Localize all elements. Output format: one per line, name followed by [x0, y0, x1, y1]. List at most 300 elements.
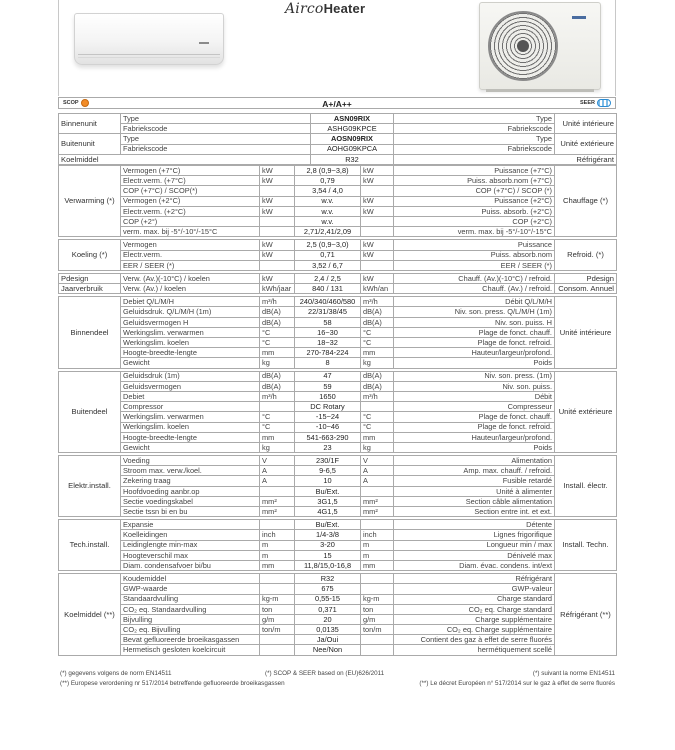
spec-unit: kW	[260, 240, 295, 250]
spec-row	[59, 402, 617, 412]
spec-label-fr: Débit Q/L/M/H	[394, 297, 555, 307]
spec-row	[59, 176, 617, 186]
brand-logo	[285, 1, 365, 17]
spec-label-nl: Verw. (Av.) / koelen	[121, 284, 260, 294]
spec-unit: °C	[260, 412, 295, 422]
group-label-nl: Koeling (*)	[59, 240, 121, 271]
scop-label: SCOP	[63, 100, 79, 106]
spec-label-nl: Debiet	[121, 391, 260, 401]
unit-row	[59, 124, 617, 134]
spec-unit-fr: dB(A)	[361, 371, 394, 381]
spec-unit-fr: g/m	[361, 614, 394, 624]
spec-value: 16~30	[295, 327, 361, 337]
row-value: AOHG09KPCA	[311, 144, 394, 154]
spec-unit-fr	[361, 635, 394, 645]
spec-label-fr: Plage de fonct. refroid.	[394, 338, 555, 348]
spec-unit: °C	[260, 327, 295, 337]
group-label-fr: Unité extérieure	[555, 134, 617, 154]
spec-label-nl: Vermogen	[121, 240, 260, 250]
group-label-fr: Install. Techn.	[555, 520, 617, 571]
spec-row	[59, 507, 617, 517]
spec-label-nl: Diam. condensafvoer bi/bu	[121, 560, 260, 570]
spec-value: 59	[295, 381, 361, 391]
spec-value: 840 / 131	[295, 284, 361, 294]
spec-value: w.v.	[295, 206, 361, 216]
spec-value: 3,54 / 4,0	[295, 186, 361, 196]
spec-unit: dB(A)	[260, 371, 295, 381]
spec-value: 675	[295, 584, 361, 594]
spec-row	[59, 260, 617, 270]
spec-row	[59, 327, 617, 337]
spec-value: 1650	[295, 391, 361, 401]
footnote-fr-1: (*) suivant la norme EN14511	[532, 670, 615, 677]
spec-label-fr: Dénivelé max	[394, 550, 555, 560]
group-label-nl: Pdesign	[59, 273, 121, 283]
spec-value: Nee/Non	[295, 645, 361, 655]
spec-label-nl: Sectie voedingskabel	[121, 496, 260, 506]
seer-icon	[580, 99, 611, 107]
spec-label-fr: Débit	[394, 391, 555, 401]
spec-row	[59, 338, 617, 348]
group-label-fr: Unité extérieure	[555, 371, 617, 453]
spec-unit-fr	[361, 260, 394, 270]
spec-value: 0,79	[295, 176, 361, 186]
spec-label-fr: COP (+7°C) / SCOP (*)	[394, 186, 555, 196]
spec-label-nl: Gewicht	[121, 442, 260, 452]
spec-unit-fr	[361, 574, 394, 584]
spec-row	[59, 358, 617, 368]
spec-unit	[260, 260, 295, 270]
spec-unit: A	[260, 466, 295, 476]
spec-label-fr: Puissance	[394, 240, 555, 250]
group-label-fr: Pdesign	[555, 273, 617, 283]
spec-label-nl: Koudemiddel	[121, 574, 260, 584]
spec-unit	[260, 584, 295, 594]
spec-unit-fr	[361, 486, 394, 496]
group-label-nl: Verwarming (*)	[59, 166, 121, 237]
spec-label-fr: Réfrigérant	[394, 574, 555, 584]
spec-row	[59, 625, 617, 635]
spec-unit-fr: A	[361, 476, 394, 486]
spec-row	[59, 297, 617, 307]
indoor-unit-image	[74, 13, 224, 65]
spec-unit: kg	[260, 442, 295, 452]
spec-label-fr: Unité à alimenter	[394, 486, 555, 496]
row-label-nl: Fabriekscode	[121, 144, 311, 154]
brand-prefix: Airco	[285, 1, 324, 17]
spec-unit	[260, 574, 295, 584]
spec-label-fr: Charge standard	[394, 594, 555, 604]
spec-label-fr: Fusible retardé	[394, 476, 555, 486]
spec-value: 8	[295, 358, 361, 368]
spec-unit-fr: m³/h	[361, 297, 394, 307]
spec-label-nl: Stroom max. verw./koel.	[121, 466, 260, 476]
spec-label-nl: Compressor	[121, 402, 260, 412]
spec-label-nl: Werkingslim. verwarmen	[121, 412, 260, 422]
spec-label-fr: Hauteur/largeur/profond.	[394, 432, 555, 442]
spec-row	[59, 307, 617, 317]
spec-unit-fr: kW	[361, 240, 394, 250]
spec-unit: dB(A)	[260, 307, 295, 317]
single-spec-row	[59, 273, 617, 283]
spec-label-nl: Geluidsvermogen H	[121, 317, 260, 327]
spec-row	[59, 604, 617, 614]
group-label-nl: Tech.install.	[59, 520, 121, 571]
spec-label-fr: Poids	[394, 358, 555, 368]
unit-row	[59, 134, 617, 144]
spec-label-nl: Werkingslim. koelen	[121, 422, 260, 432]
spec-unit-fr: kW	[361, 166, 394, 176]
spec-label-fr: Longueur min / max	[394, 540, 555, 550]
single-spec-row	[59, 284, 617, 294]
spec-unit: ton	[260, 604, 295, 614]
spec-row	[59, 240, 617, 250]
spec-unit-fr: m	[361, 540, 394, 550]
spec-label-nl: Standaardvulling	[121, 594, 260, 604]
unit-row	[59, 144, 617, 154]
spec-value: 2,5 (0,9~3,0)	[295, 240, 361, 250]
row-label-nl: Fabriekscode	[121, 124, 311, 134]
spec-unit-fr	[361, 584, 394, 594]
spec-row	[59, 550, 617, 560]
spec-value: 10	[295, 476, 361, 486]
spec-label-nl: COP (+7°C) / SCOP(*)	[121, 186, 260, 196]
spec-label-nl: Debiet Q/L/M/H	[121, 297, 260, 307]
spec-value: Bu/Ext.	[295, 520, 361, 530]
spec-unit-fr: kW	[361, 176, 394, 186]
spec-label-fr: Niv. son. puiss.	[394, 381, 555, 391]
spec-value: 3,52 / 6,7	[295, 260, 361, 270]
spec-unit: mm	[260, 348, 295, 358]
spec-label-nl: Expansie	[121, 520, 260, 530]
spec-value: 58	[295, 317, 361, 327]
spec-value: w.v.	[295, 196, 361, 206]
spec-unit: mm	[260, 560, 295, 570]
row-label-nl: Type	[121, 114, 311, 124]
spec-value: 2,4 / 2,5	[295, 273, 361, 283]
spec-label-nl: Werkingslim. koelen	[121, 338, 260, 348]
spec-unit-fr: mm	[361, 560, 394, 570]
spec-unit	[260, 216, 295, 226]
unit-row	[59, 114, 617, 124]
row-label-fr: Type	[394, 134, 555, 144]
product-header	[58, 0, 616, 96]
spec-unit-fr: °C	[361, 412, 394, 422]
spec-unit: A	[260, 476, 295, 486]
spec-unit	[260, 520, 295, 530]
spec-unit: kW	[260, 273, 295, 283]
row-value: AOSN09RIX	[311, 134, 394, 144]
spec-label-fr: Amp. max. chauff. / refroid.	[394, 466, 555, 476]
spec-unit: °C	[260, 338, 295, 348]
spec-unit: dB(A)	[260, 381, 295, 391]
spec-value: 230/1F	[295, 456, 361, 466]
spec-value: 47	[295, 371, 361, 381]
spec-label-nl: Vermogen (+2°C)	[121, 196, 260, 206]
group-label-fr: Unité intérieure	[555, 114, 617, 134]
spec-unit: kg-m	[260, 594, 295, 604]
spec-unit-fr: ton	[361, 604, 394, 614]
spec-value: 240/340/460/580	[295, 297, 361, 307]
spec-unit-fr: kg-m	[361, 594, 394, 604]
spec-unit-fr: mm	[361, 432, 394, 442]
spec-label-nl: Sectie tssn bi en bu	[121, 507, 260, 517]
spec-label-nl: GWP-waarde	[121, 584, 260, 594]
spec-row	[59, 250, 617, 260]
spec-row	[59, 186, 617, 196]
spec-value: 18~32	[295, 338, 361, 348]
spec-unit-fr: dB(A)	[361, 317, 394, 327]
footnote-nl-1: (*) gegevens volgens de norm EN14511	[60, 670, 172, 677]
group-label-fr: Réfrigérant (**)	[555, 574, 617, 656]
spec-label-fr: Section câble alimentation	[394, 496, 555, 506]
group-label-nl: Buitenunit	[59, 134, 121, 154]
spec-unit-fr: kW	[361, 206, 394, 216]
outdoor-unit-image	[479, 2, 601, 90]
spec-label-fr: Compresseur	[394, 402, 555, 412]
spec-label-fr: Puissance (+7°C)	[394, 166, 555, 176]
spec-unit: kW	[260, 176, 295, 186]
spec-label-fr: Chauff. (Av.) / refroid.	[394, 284, 555, 294]
spec-unit-fr: °C	[361, 338, 394, 348]
units-table	[58, 113, 617, 165]
spec-label-nl: Electr.verm. (+7°C)	[121, 176, 260, 186]
spec-label-nl: Voeding	[121, 456, 260, 466]
spec-unit: kW	[260, 206, 295, 216]
spec-row	[59, 540, 617, 550]
spec-label-nl: Geluidsdruk (1m)	[121, 371, 260, 381]
spec-value: 3G1,5	[295, 496, 361, 506]
spec-row	[59, 466, 617, 476]
spec-row	[59, 196, 617, 206]
spec-unit	[260, 645, 295, 655]
spec-row	[59, 206, 617, 216]
spec-row	[59, 371, 617, 381]
energy-class-row	[58, 97, 616, 109]
spec-label-nl: Hoogte-breedte-lengte	[121, 432, 260, 442]
spec-row	[59, 456, 617, 466]
spec-label-nl: Verw. (Av.)(-10°C) / koelen	[121, 273, 260, 283]
spec-unit: ton/m	[260, 625, 295, 635]
spec-unit-fr: V	[361, 456, 394, 466]
spec-label-nl: verm. max. bij -5°/-10°/-15°C	[121, 227, 260, 237]
spec-unit	[260, 227, 295, 237]
spec-value: 0,71	[295, 250, 361, 260]
spec-row	[59, 530, 617, 540]
spec-unit: mm²	[260, 496, 295, 506]
spec-label-fr: Plage de fonct. chauff.	[394, 327, 555, 337]
spec-unit: m³/h	[260, 297, 295, 307]
spec-label-fr: Plage de fonct. refroid.	[394, 422, 555, 432]
spec-value: 0,55-15	[295, 594, 361, 604]
spec-label-fr: Plage de fonct. chauff.	[394, 412, 555, 422]
spec-label-fr: verm. max. bij -5°/-10°/-15°C	[394, 227, 555, 237]
spec-label-fr: Détente	[394, 520, 555, 530]
spec-row	[59, 594, 617, 604]
seer-label: SEER	[580, 100, 595, 106]
spec-label-nl: CO₂ eq. Standaardvulling	[121, 604, 260, 614]
spec-label-fr: CO₂ eq. Charge supplémentaire	[394, 625, 555, 635]
spec-label-fr: Alimentation	[394, 456, 555, 466]
spec-label-fr: Niv. son. press. (1m)	[394, 371, 555, 381]
spec-label-fr: Puiss. absorb. (+2°C)	[394, 206, 555, 216]
spec-row	[59, 412, 617, 422]
spec-row	[59, 476, 617, 486]
spec-unit-fr: dB(A)	[361, 307, 394, 317]
spec-row	[59, 635, 617, 645]
spec-label-fr: Diam. évac. condens. int/ext	[394, 560, 555, 570]
spec-label-fr: hermétiquement scellé	[394, 645, 555, 655]
spec-row	[59, 348, 617, 358]
row-label-fr: Fabriekscode	[394, 124, 555, 134]
spec-label-fr: Niv. son. press. Q/L/M/H (1m)	[394, 307, 555, 317]
footnote-scop-seer: (*) SCOP & SEER based on (EU)626/2011	[265, 670, 385, 677]
spec-value: w.v.	[295, 216, 361, 226]
spec-label-fr: CO₂ eq. Charge standard	[394, 604, 555, 614]
group-label-nl: Elektr.install.	[59, 456, 121, 517]
spec-unit-fr: m³/h	[361, 391, 394, 401]
group-label-fr: Chauffage (*)	[555, 166, 617, 237]
spec-row	[59, 645, 617, 655]
group-label-nl: Koelmiddel (**)	[59, 574, 121, 656]
group-label-nl: Buitendeel	[59, 371, 121, 453]
spec-value: 22/31/38/45	[295, 307, 361, 317]
spec-label-nl: Geluidsdruk. Q/L/M/H (1m)	[121, 307, 260, 317]
spec-label-fr: Contient des gaz à effet de serre fluorés	[394, 635, 555, 645]
footnote-fr-2: (**) Le décret Européen n° 517/2014 sur le gaz à effet de serre fluorés	[419, 680, 615, 687]
spec-unit: m³/h	[260, 391, 295, 401]
spec-unit-fr: mm²	[361, 507, 394, 517]
spec-label-nl: Gewicht	[121, 358, 260, 368]
spec-value: 541-663-290	[295, 432, 361, 442]
spec-label-fr: Chauff. (Av.)(-10°C) / refroid.	[394, 273, 555, 283]
row-label-nl: Type	[121, 134, 311, 144]
spec-row	[59, 486, 617, 496]
row-label-fr: Type	[394, 114, 555, 124]
spec-unit: m	[260, 550, 295, 560]
refrigerant-value: R32	[311, 154, 394, 164]
spec-label-fr: Lignes frigorifique	[394, 530, 555, 540]
spec-row	[59, 442, 617, 452]
spec-label-fr: Puiss. absorb.nom	[394, 250, 555, 260]
group-label-fr: Unité intérieure	[555, 297, 617, 368]
row-label-fr: Fabriekscode	[394, 144, 555, 154]
refrigerant-label-fr: Réfrigérant	[394, 154, 617, 164]
spec-label-nl: Hoofdvoeding aanbr.op	[121, 486, 260, 496]
spec-unit-fr	[361, 520, 394, 530]
spec-row	[59, 496, 617, 506]
spec-label-nl: Electr.verm. (+2°C)	[121, 206, 260, 216]
spec-row	[59, 614, 617, 624]
spec-unit-fr	[361, 216, 394, 226]
spec-value: 2,8 (0,9~3,8)	[295, 166, 361, 176]
spec-unit-fr: kW	[361, 250, 394, 260]
group-label-nl: Binnenunit	[59, 114, 121, 134]
spec-value: 0,0135	[295, 625, 361, 635]
spec-unit: dB(A)	[260, 317, 295, 327]
spec-row	[59, 391, 617, 401]
spec-row	[59, 216, 617, 226]
spec-unit-fr: inch	[361, 530, 394, 540]
spec-label-fr: EER / SEER (*)	[394, 260, 555, 270]
spec-unit-fr: kg	[361, 442, 394, 452]
spec-label-nl: Geluidsvermogen	[121, 381, 260, 391]
spec-label-fr: Puissance (+2°C)	[394, 196, 555, 206]
group-label-fr: Install. électr.	[555, 456, 617, 517]
spec-row	[59, 166, 617, 176]
spec-label-nl: EER / SEER (*)	[121, 260, 260, 270]
spec-unit-fr: A	[361, 466, 394, 476]
spec-value: 2,71/2,41/2,09	[295, 227, 361, 237]
spec-value: -10~46	[295, 422, 361, 432]
spec-unit-fr	[361, 227, 394, 237]
spec-unit-fr: ton/m	[361, 625, 394, 635]
refrigerant-label-nl: Koelmiddel	[59, 154, 311, 164]
spec-unit: inch	[260, 530, 295, 540]
spec-unit	[260, 402, 295, 412]
spec-unit: kg	[260, 358, 295, 368]
brand-name: Heater	[323, 1, 366, 16]
spec-label-fr: Charge supplémentaire	[394, 614, 555, 624]
spec-value: 15	[295, 550, 361, 560]
spec-label-fr: Poids	[394, 442, 555, 452]
footnote-nl-2: (**) Europese verordening nr 517/2014 betreffende gefluoreerde broeikasgassen	[60, 680, 285, 687]
spec-label-nl: Koelleidingen	[121, 530, 260, 540]
spec-value: R32	[295, 574, 361, 584]
spec-unit	[260, 486, 295, 496]
spec-unit-fr: kW	[361, 273, 394, 283]
spec-unit: kW	[260, 250, 295, 260]
spec-unit-fr	[361, 645, 394, 655]
spec-label-nl: Hoogteverschil max	[121, 550, 260, 560]
spec-label-nl: CO₂ eq. Bijvulling	[121, 625, 260, 635]
spec-label-fr: Puiss. absorb.nom (+7°C)	[394, 176, 555, 186]
spec-row	[59, 432, 617, 442]
spec-row	[59, 574, 617, 584]
spec-unit: V	[260, 456, 295, 466]
spec-unit-fr: kWh/an	[361, 284, 394, 294]
spec-unit: mm²	[260, 507, 295, 517]
spec-row	[59, 520, 617, 530]
spec-value: 1/4-3/8	[295, 530, 361, 540]
spec-value: DC Rotary	[295, 402, 361, 412]
spec-value: 3-20	[295, 540, 361, 550]
spec-value: Ja/Oui	[295, 635, 361, 645]
group-label-fr: Refroid. (*)	[555, 240, 617, 271]
spec-value: 4G1,5	[295, 507, 361, 517]
group-label-nl: Jaarverbruik	[59, 284, 121, 294]
spec-unit: kW	[260, 166, 295, 176]
spec-row	[59, 227, 617, 237]
refrigerant-row	[59, 154, 617, 164]
spec-value: 0,371	[295, 604, 361, 614]
spec-unit: kWh/jaar	[260, 284, 295, 294]
spec-label-nl: Bevat gefluoreerde broeikasgassen	[121, 635, 260, 645]
spec-unit-fr	[361, 402, 394, 412]
spec-row	[59, 584, 617, 594]
spec-value: 23	[295, 442, 361, 452]
spec-label-fr: COP (+2°C)	[394, 216, 555, 226]
spec-row	[59, 560, 617, 570]
group-label-fr: Consom. Annuel	[555, 284, 617, 294]
spec-label-nl: Leidinglengte min-max	[121, 540, 260, 550]
spec-unit: kW	[260, 196, 295, 206]
spec-unit-fr: mm	[361, 348, 394, 358]
spec-unit-fr: m	[361, 550, 394, 560]
spec-value: Bu/Ext.	[295, 486, 361, 496]
group-label-nl: Binnendeel	[59, 297, 121, 368]
spec-unit-fr: kg	[361, 358, 394, 368]
